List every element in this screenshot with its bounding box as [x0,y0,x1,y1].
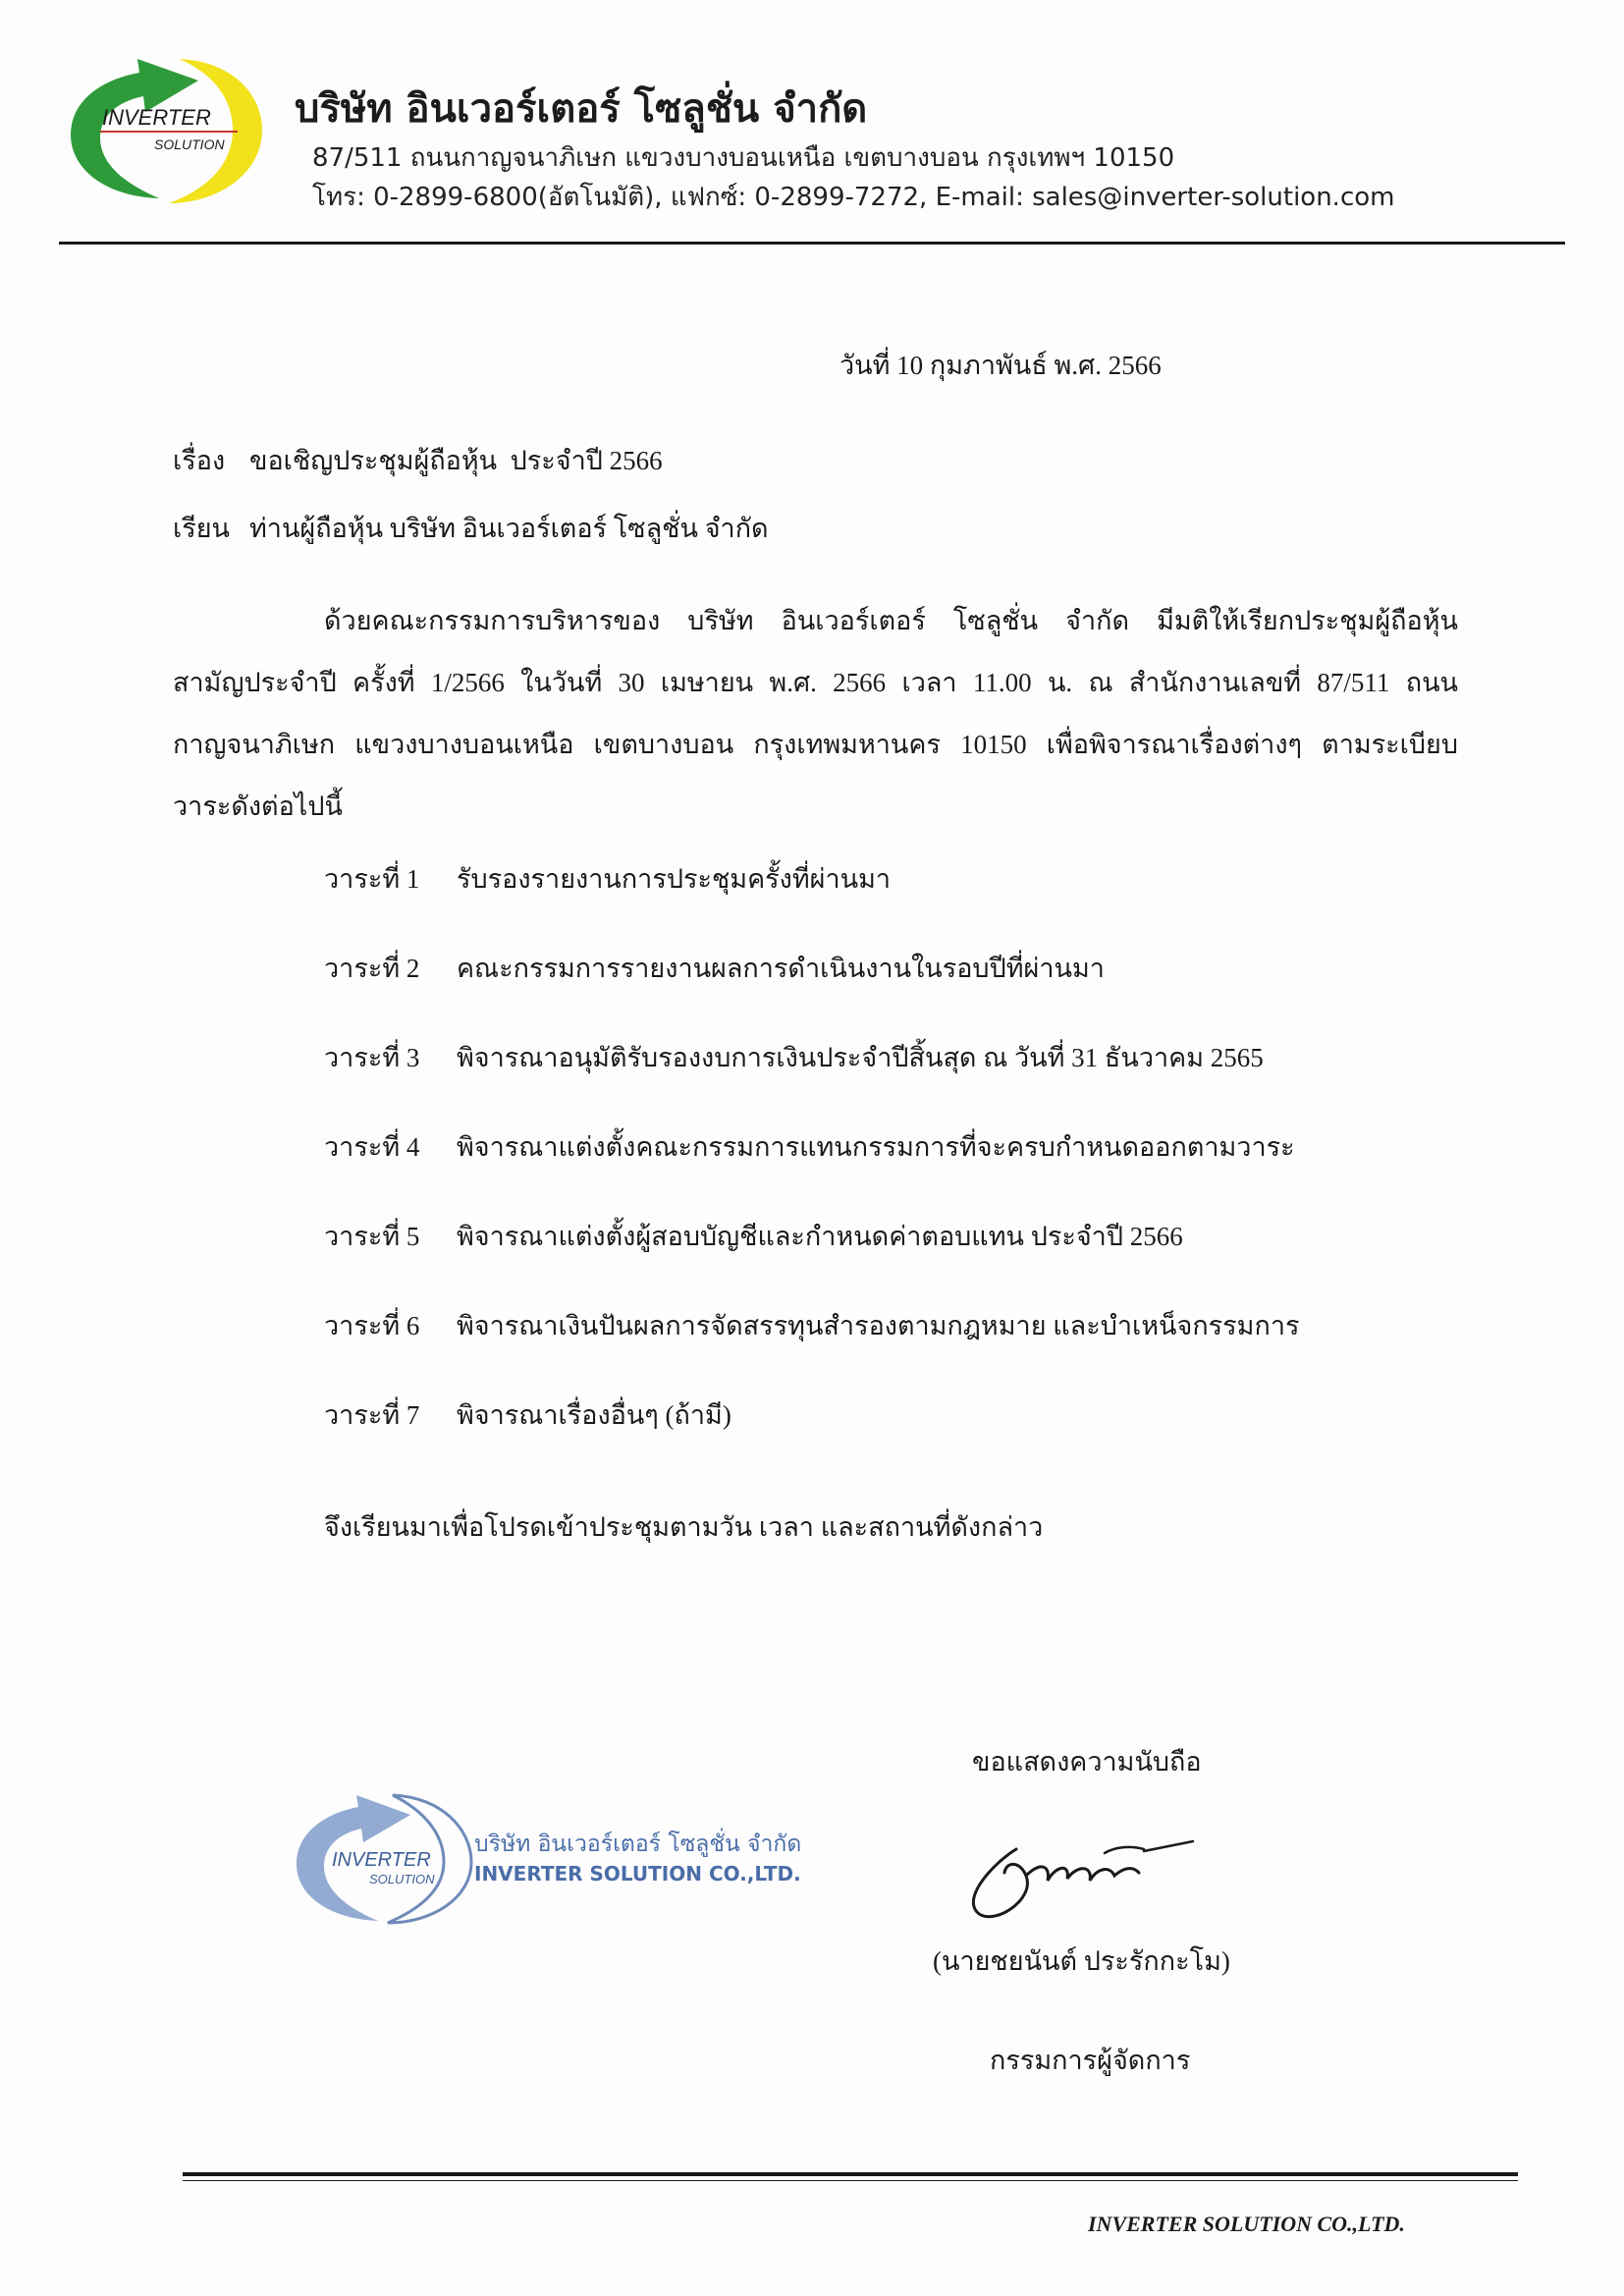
stamp-logo-text-top: INVERTER [332,1849,431,1871]
stamp-company-th: บริษัท อินเวอร์เตอร์ โซลูชั่น จำกัด [474,1831,802,1857]
company-contact: โทร: 0-2899-6800(อัตโนมัติ), แฟกซ์: 0-2899-7272, E-mail: sales@inverter-solution.com [312,183,1395,212]
footer-divider-thin [183,2180,1518,2181]
agenda-text: พิจารณาอนุมัติรับรองงบการเงินประจำปีสิ้นสุด ณ วันที่ 31 ธันวาคม 2565 [457,1043,1264,1072]
agenda-label: วาระที่ 6 [324,1311,420,1340]
agenda-item-7 [324,1394,731,1436]
letter-date: วันที่ 10 กุมภาพันธ์ พ.ศ. 2566 [839,351,1162,380]
logo-swoosh-icon [61,51,277,208]
subject-text: ขอเชิญประชุมผู้ถือหุ้น ประจำปี 2566 [249,446,663,475]
agenda-label: วาระที่ 3 [324,1043,420,1072]
agenda-label: วาระที่ 5 [324,1222,420,1251]
agenda-item-6 [324,1304,1299,1346]
agenda-item-3 [324,1036,1264,1078]
agenda-label: วาระที่ 7 [324,1400,420,1430]
logo-text-bottom: SOLUTION [154,137,225,152]
agenda-text: คณะกรรมการรายงานผลการดำเนินงานในรอบปีที่ผ่านมา [457,954,1105,983]
agenda-item-1 [324,857,891,900]
signer-name: (นายชยนันต์ ประรักกะโม) [933,1946,1230,1976]
agenda-text: พิจารณาเงินปันผลการจัดสรรทุนสำรองตามกฎหมาย และบำเหน็จกรรมการ [457,1311,1300,1340]
signature-icon [957,1822,1213,1930]
agenda-item-2 [324,947,1105,989]
stamp-logo-text-bottom: SOLUTION [369,1872,435,1886]
closing-line: จึงเรียนมาเพื่อโปรดเข้าประชุมตามวัน เวลา และสถานที่ดังกล่าว [324,1512,1044,1542]
logo-text-top: INVERTER [102,105,211,130]
agenda-label: วาระที่ 2 [324,954,420,983]
footer-company: INVERTER SOLUTION CO.,LTD. [1088,2212,1405,2236]
subject-line [173,439,663,481]
signer-title: กรรมการผู้จัดการ [990,2046,1191,2075]
header-divider [59,242,1565,245]
agenda-text: รับรองรายงานการประชุมครั้งที่ผ่านมา [457,864,892,894]
recipient-line [173,507,769,549]
agenda-text: พิจารณาเรื่องอื่นๆ (ถ้ามี) [457,1400,731,1430]
agenda-label: วาระที่ 1 [324,864,420,894]
agenda-item-5 [324,1215,1183,1257]
body-line-4: วาระดังต่อไปนี้ [173,792,343,821]
agenda-label: วาระที่ 4 [324,1132,420,1162]
company-address: 87/511 ถนนกาญจนาภิเษก แขวงบางบอนเหนือ เขตบางบอน กรุงเทพฯ 10150 [312,143,1175,173]
subject-label: เรื่อง [173,446,226,475]
body-line-2: สามัญประจำปี ครั้งที่ 1/2566 ในวันที่ 30 เมษายน พ.ศ. 2566 เวลา 11.00 น. ณ สำนักงานเลขที่ 87/511 ถนน [173,668,1458,697]
footer-divider [183,2172,1518,2176]
body-line-1: ด้วยคณะกรรมการบริหารของ บริษัท อินเวอร์เตอร์ โซลูชั่น จำกัด มีมติให้เรียกประชุมผู้ถือหุ้น [324,606,1458,635]
agenda-text: พิจารณาแต่งตั้งผู้สอบบัญชีและกำหนดค่าตอบแทน ประจำปี 2566 [457,1222,1183,1251]
company-name: บริษัท อินเวอร์เตอร์ โซลูชั่น จำกัด [295,86,868,132]
signature [957,1822,1213,1930]
stamp-logo-icon [285,1785,481,1933]
recipient-label: เรียน [173,514,231,543]
agenda-text: พิจารณาแต่งตั้งคณะกรรมการแทนกรรมการที่จะครบกำหนดออกตามวาระ [457,1132,1295,1162]
recipient-text: ท่านผู้ถือหุ้น บริษัท อินเวอร์เตอร์ โซลูชั่น จำกัด [249,514,769,543]
company-logo [61,51,277,208]
body-line-3: กาญจนาภิเษก แขวงบางบอนเหนือ เขตบางบอน กรุงเทพมหานคร 10150 เพื่อพิจารณาเรื่องต่างๆ ตามระเบียบ [173,730,1458,759]
stamp-company-en: INVERTER SOLUTION CO.,LTD. [474,1862,801,1886]
agenda-item-4 [324,1125,1295,1168]
regards: ขอแสดงความนับถือ [972,1747,1202,1777]
